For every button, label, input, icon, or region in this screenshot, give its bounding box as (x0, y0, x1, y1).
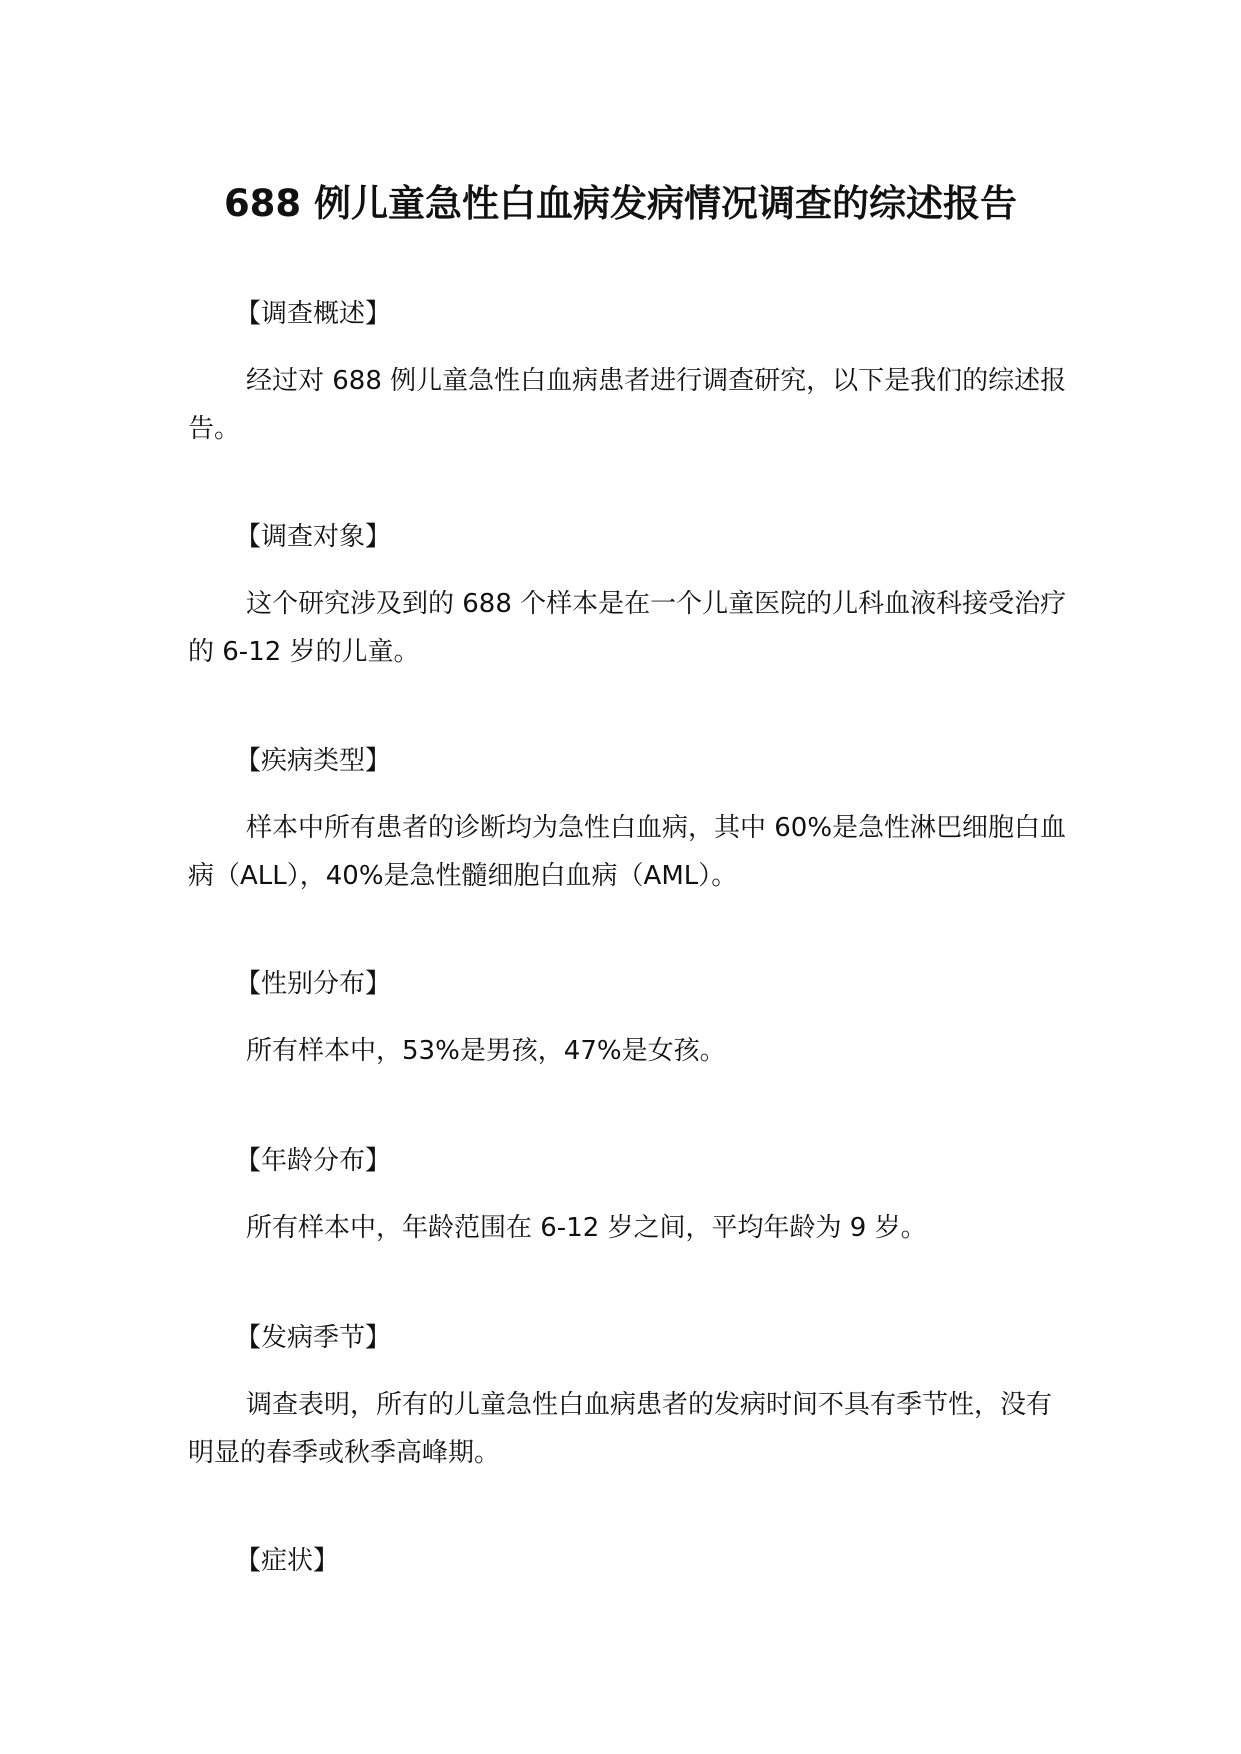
section-heading-gender: 【性别分布】 (235, 969, 392, 999)
section-heading-season: 【发病季节】 (235, 1323, 392, 1353)
section-text-disease-type: 样本中所有患者的诊断均为急性白血病，其中 60%是急性淋巴细胞白血病（ALL），40%是急性髓细胞白血病（AML）。 (188, 813, 1067, 891)
document-title: 688 例儿童急性白血病发病情况调查的综述报告 (223, 182, 1018, 225)
section-text-subjects: 这个研究涉及到的 688 个样本是在一个儿童医院的儿科血液科接受治疗的 6-12 岁的儿童。 (188, 589, 1067, 667)
section-heading-symptoms: 【症状】 (235, 1546, 340, 1576)
section-heading-disease-type: 【疾病类型】 (235, 746, 392, 776)
section-text-overview: 经过对 688 例儿童急性白血病患者进行调查研究，以下是我们的综述报告。 (188, 366, 1067, 444)
section-text-season: 调查表明，所有的儿童急性白血病患者的发病时间不具有季节性，没有明显的春季或秋季高峰期。 (188, 1390, 1053, 1468)
section-text-gender: 所有样本中，53%是男孩，47%是女孩。 (246, 1036, 726, 1066)
section-text-age: 所有样本中，年龄范围在 6-12 岁之间，平均年龄为 9 岁。 (246, 1213, 927, 1243)
section-heading-age: 【年龄分布】 (235, 1146, 392, 1176)
section-heading-overview: 【调查概述】 (235, 299, 392, 329)
section-heading-subjects: 【调查对象】 (235, 522, 392, 552)
